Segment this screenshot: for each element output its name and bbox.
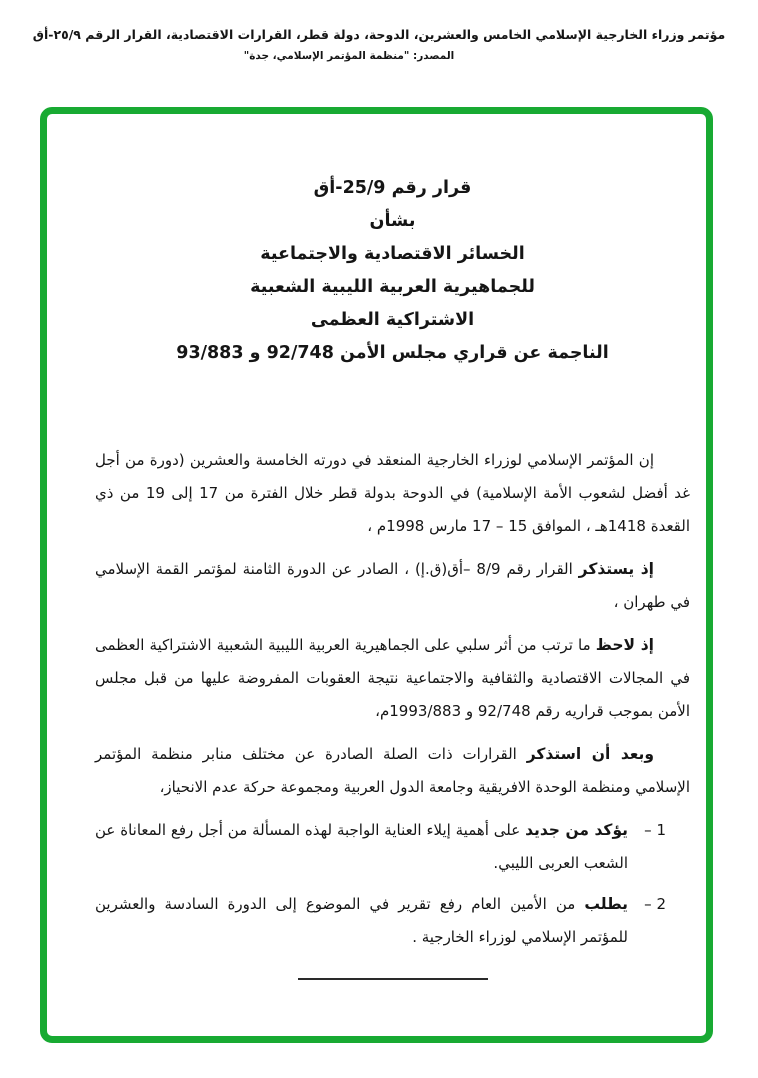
list-item-body-text: على أهمية إيلاء العناية الواجبة لهذه المسألة من أجل رفع المعاناة عن الشعب العربى الليبي.	[95, 821, 628, 872]
paragraph-text: إن المؤتمر الإسلامي لوزراء الخارجية المنعقد في دورته الخامسة والعشرين (دورة من أجل غد أفضل لشعوب الأمة الإسلامية) في الدوحة بدولة قطر خلال الفترة من 17 إلى 19 من ذي القعدة 1418هـ ، الموافق 15 – 17 مارس 1998م ،	[95, 451, 690, 535]
title-line: الخسائر الاقتصادية والاجتماعية	[260, 244, 525, 264]
paragraph-text: القرار رقم 8/9 –أق(ق.إ) ، الصادر عن الدورة الثامنة لمؤتمر القمة الإسلامي في طهران ،	[95, 560, 690, 611]
resolution-body	[95, 444, 690, 980]
paragraph-lead: إذ لاحظ	[595, 636, 655, 654]
list-item	[95, 814, 690, 880]
body-paragraph	[95, 444, 690, 543]
document-header	[0, 26, 758, 64]
title-line-regarding: بشأن	[369, 211, 416, 231]
list-item	[95, 888, 690, 954]
title-line-number: قرار رقم 25/9-أق	[313, 178, 472, 198]
list-item-number: 2 –	[644, 895, 666, 913]
list-item-body-text: من الأمين العام رفع تقرير في الموضوع إلى الدورة السادسة والعشرين للمؤتمر الإسلامي لوزراء الخارجية .	[95, 895, 628, 946]
title-line: الاشتراكية العظمى	[310, 310, 475, 330]
paragraph-lead: وبعد أن استذكر	[526, 745, 654, 763]
header-line1: مؤتمر وزراء الخارجية الإسلامي الخامس والعشرين، الدوحة، دولة قطر، القرارات الاقتصادية، القرار الرقم ٢٥/٩-أق	[32, 27, 726, 42]
footer-rule	[298, 978, 488, 980]
green-border-frame	[40, 107, 713, 1043]
list-item-text	[95, 814, 628, 880]
paragraph-text: ما ترتب من أثر سلبي على الجماهيرية العربية الليبية الشعبية الاشتراكية العظمى في المجالات الاقتصادية والثقافية والاجتماعية نتيجة العقوبات المفروضة عليها من قبل مجلس الأمن بموجب قراريه رقم 92/748 و 1993/883م،	[95, 636, 690, 720]
header-source-line: المصدر: "منظمة المؤتمر الإسلامي، جدة"	[243, 50, 455, 62]
resolution-content	[47, 114, 706, 1036]
list-item-text	[95, 888, 628, 954]
paragraph-lead: إذ يستذكر	[578, 560, 654, 578]
list-item-lead: يؤكد من جديد	[525, 821, 628, 839]
resolution-title	[95, 172, 690, 370]
body-paragraph	[95, 738, 690, 804]
operative-list	[95, 814, 690, 954]
body-paragraph	[95, 553, 690, 619]
title-line: الناجمة عن قراري مجلس الأمن 92/748 و 93/883	[176, 343, 609, 363]
body-paragraph	[95, 629, 690, 728]
paragraph-text: القرارات ذات الصلة الصادرة عن مختلف منابر منظمة المؤتمر الإسلامي ومنظمة الوحدة الافريقية وجامعة الدول العربية ومجموعة حركة عدم الانحياز،	[95, 745, 690, 796]
title-line: للجماهيرية العربية الليبية الشعبية	[250, 277, 535, 297]
list-item-number: 1 –	[644, 821, 666, 839]
list-item-lead: يطلب	[584, 895, 628, 913]
